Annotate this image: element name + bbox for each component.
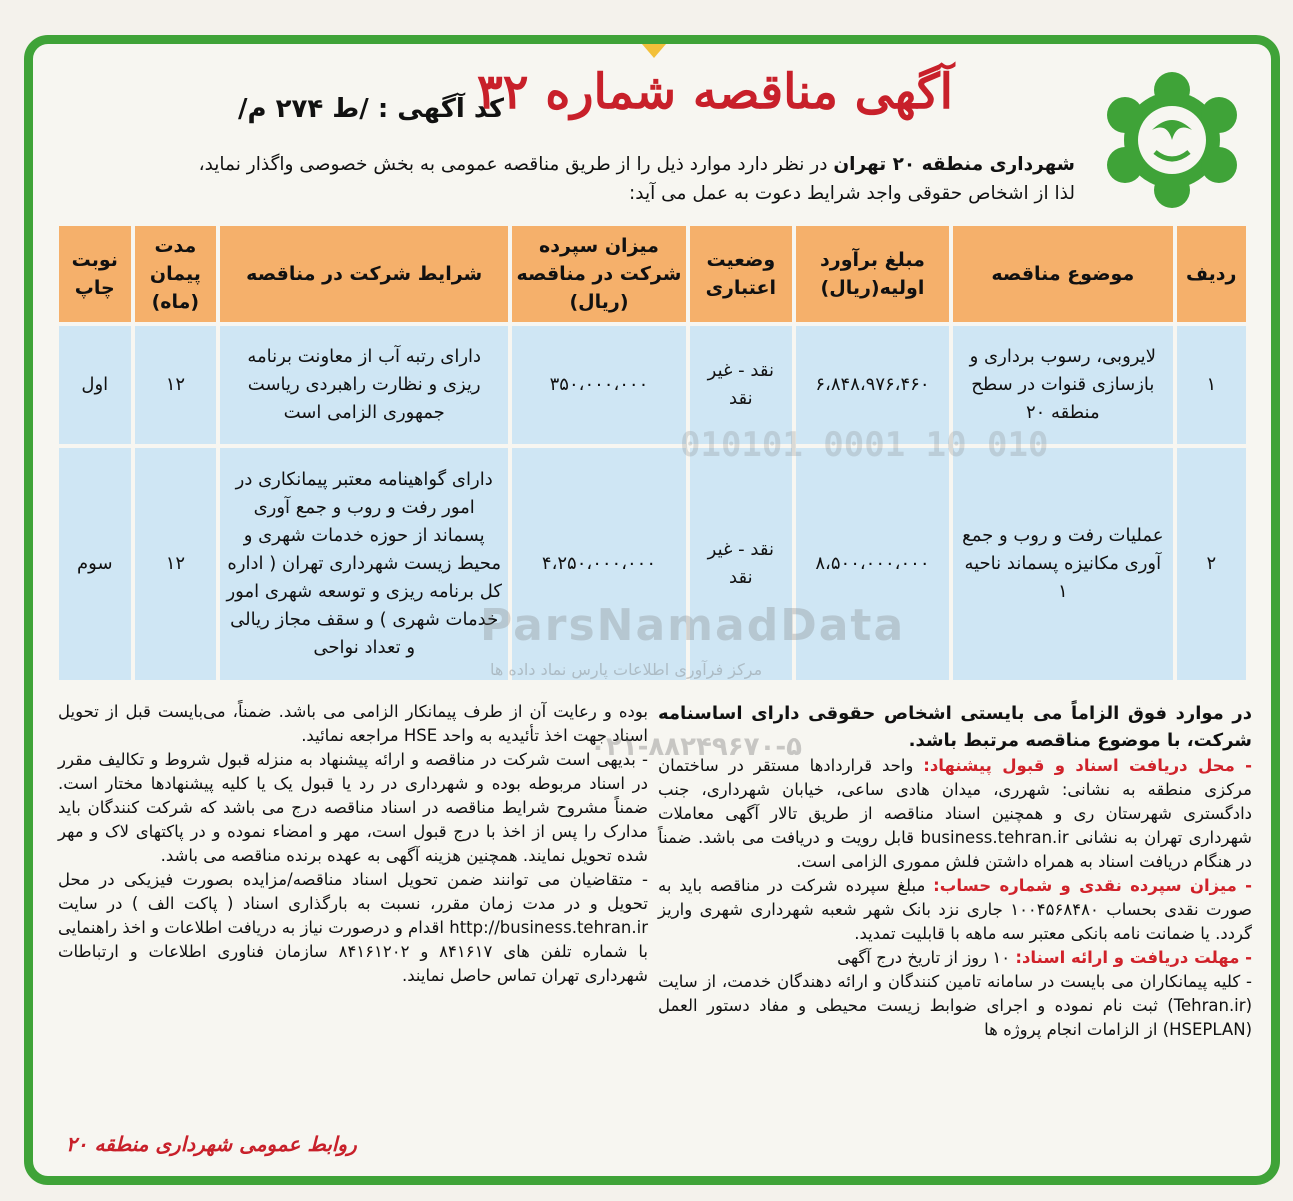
header-row-no: ردیف [1177, 226, 1246, 322]
header-conditions: شرایط شرکت در مناقصه [220, 226, 508, 322]
section-contractors: - کلیه پیمانکاران می بایست در سامانه تامین کنندگان و ارائه دهندگان خدمت، از سایت (Tehran.ir) ثبت نام نموده و اجرای ضوابط زیست محیطی و مفاد دستور العمل (HSEPLAN) از الزامات انجام پروژه ها [658, 972, 1252, 1039]
tehran-municipality-logo [1097, 70, 1247, 210]
left-paragraph-3: - متقاضیان می توانند ضمن تحویل اسناد مناقصه/مزایده بصورت فیزیکی در محل تحویل و در مدت زمان مقرر، نسبت به بارگذاری اسناد ( پاکت الف ) در سایت http://business.tehran.ir اقدام و درصورت نیاز به دریافت اطلاعات و اخذ راهنمایی با شماره تلفن های ۸۴۱۶۱۷ و ۸۴۱۶۱۲۰۲ سازمان فناوری اطلاعات و ارتباطات شهرداری تهران تماس حاصل نمایند. [57, 870, 648, 985]
cell-credit: نقد - غیر نقد [690, 326, 792, 444]
cell-subject: لایروبی، رسوب برداری و بازسازی قنوات در سطح منطقه ۲۰ [953, 326, 1173, 444]
section-documents [658, 754, 1252, 874]
intro-line2: لذا از اشخاص حقوقی واجد شرایط دعوت به عمل می آید: [629, 183, 1075, 204]
left-paragraph-1: بوده و رعایت آن از طرف پیمانکار الزامی می باشد. ضمناً، می‌بایست قبل از تحویل اسناد جهت اخذ تأئیدیه به واحد HSE مراجعه نمائید. [58, 702, 648, 745]
left-paragraph-2: - بدیهی است شرکت در مناقصه و ارائه پیشنهاد به منزله قبول شروط و تکالیف مقرر در اسناد مربوطه بوده و شهرداری در رد یا قبول یک یا کلیه پیشنهادها مختار است. ضمناً مشروح شرایط مناقصه در اسناد مناقصه درج می باشد که شرکت کنندگان باید مدارک را پس از اخذ با درج قبول است، مهر و امضاء نموده و در پاکتهای لاک و مهر شده تحویل نمایند. همچنین هزینه آگهی به عهده برنده مناقصه می باشد. [58, 750, 648, 865]
cell-estimate: ۸،۵۰۰،۰۰۰،۰۰۰ [796, 448, 949, 680]
watermark-subtext: مرکز فرآوری اطلاعات پارس نماد داده ها [490, 660, 763, 679]
cell-conditions: دارای گواهینامه معتبر پیمانکاری در امور رفت و روب و جمع آوری پسماند از حوزه خدمات شهری و محیط زیست شهرداری تهران ( اداره کل برنامه ریزی و توسعه شهری امور خدمات شهری ) و سقف مجاز ریالی و تعداد نواحی [220, 448, 508, 680]
cell-print: سوم [59, 448, 131, 680]
ad-title: آگهی مناقصه شماره ۳۲ [476, 64, 953, 120]
body-left-column [58, 700, 648, 988]
cell-duration: ۱۲ [135, 448, 217, 680]
cell-deposit: ۴،۲۵۰،۰۰۰،۰۰۰ [512, 448, 686, 680]
table-row [59, 326, 1246, 444]
section-documents-text: واحد قراردادها مستقر در ساختمان مرکزی منطقه به نشانی: شهرری، میدان هادی ساعی، خیابان شهرداری، جنب دادگستری شهرستان ری و همچنین اسناد مناقصه از طریق تالار آگهی معاملات شهرداری تهران به نشانی business.tehran.ir قابل رویت و دریافت می باشد. ضمناً در هنگام دریافت اسناد به همراه داشتن فلش مموری الزامی است. [658, 756, 1252, 871]
ad-code: کد آگهی : /ط ۲۷۴ م/ [238, 94, 504, 124]
header-subject: موضوع مناقصه [953, 226, 1173, 322]
section-deadline-title: - مهلت دریافت و ارائه اسناد: [1015, 948, 1252, 967]
frame-notch [642, 44, 666, 58]
section-deadline [658, 946, 1252, 970]
cell-deposit: ۳۵۰،۰۰۰،۰۰۰ [512, 326, 686, 444]
header-credit: وضعیت اعتباری [690, 226, 792, 322]
cell-print: اول [59, 326, 131, 444]
watermark-digits: 010101 0001 10 010 [680, 425, 1049, 465]
cell-row-no: ۱ [1177, 326, 1246, 444]
table-row [59, 448, 1246, 680]
header-estimate: مبلغ برآورد اولیه(ریال) [796, 226, 949, 322]
header-deposit: میزان سپرده شرکت در مناقصه (ریال) [512, 226, 686, 322]
cell-estimate: ۶،۸۴۸،۹۷۶،۴۶۰ [796, 326, 949, 444]
intro-line1: در نظر دارد موارد ذیل را از طریق مناقصه عمومی به بخش خصوصی واگذار نماید، [198, 154, 834, 175]
lead-paragraph: در موارد فوق الزاماً می بایستی اشخاص حقوقی دارای اساسنامه شرکت، با موضوع مناقصه مرتبط باشد. [658, 703, 1252, 751]
header-print: نوبت چاپ [59, 226, 131, 322]
section-deposit-text: مبلغ سپرده شرکت در مناقصه باید به صورت نقدی بحساب ۱۰۰۴۵۶۸۴۸۰ جاری نزد بانک شهر شعبه شهرداری شهری واریز گردد. یا ضمانت نامه بانکی معتبر سه ماهه با قابلیت تمدید. [658, 876, 1252, 943]
intro-text [65, 150, 1075, 208]
cell-subject: عملیات رفت و روب و جمع آوری مکانیزه پسماند ناحیه ۱ [953, 448, 1173, 680]
cell-duration: ۱۲ [135, 326, 217, 444]
section-documents-title: - محل دریافت اسناد و قبول پیشنهاد: [923, 756, 1252, 775]
tender-table [55, 222, 1250, 684]
watermark-phone: ۰۲۱-۸۸۲۴۹۶۷۰-۵ [590, 732, 803, 762]
footer-signature: روابط عمومی شهرداری منطقه ۲۰ [66, 1132, 357, 1156]
section-deposit [658, 874, 1252, 946]
cell-conditions: دارای رتبه آب از معاونت برنامه ریزی و نظارت راهبردی ریاست جمهوری الزامی است [220, 326, 508, 444]
section-deposit-title: - میزان سپرده نقدی و شماره حساب: [933, 876, 1252, 895]
table-header-row [59, 226, 1246, 322]
organization-name: شهرداری منطقه ۲۰ تهران [833, 154, 1075, 175]
cell-row-no: ۲ [1177, 448, 1246, 680]
cell-credit: نقد - غیر نقد [690, 448, 792, 680]
header-duration: مدت پیمان (ماه) [135, 226, 217, 322]
section-deadline-text: ۱۰ روز از تاریخ درج آگهی [837, 948, 1016, 967]
watermark-brand: ParsNamadData [480, 600, 906, 651]
